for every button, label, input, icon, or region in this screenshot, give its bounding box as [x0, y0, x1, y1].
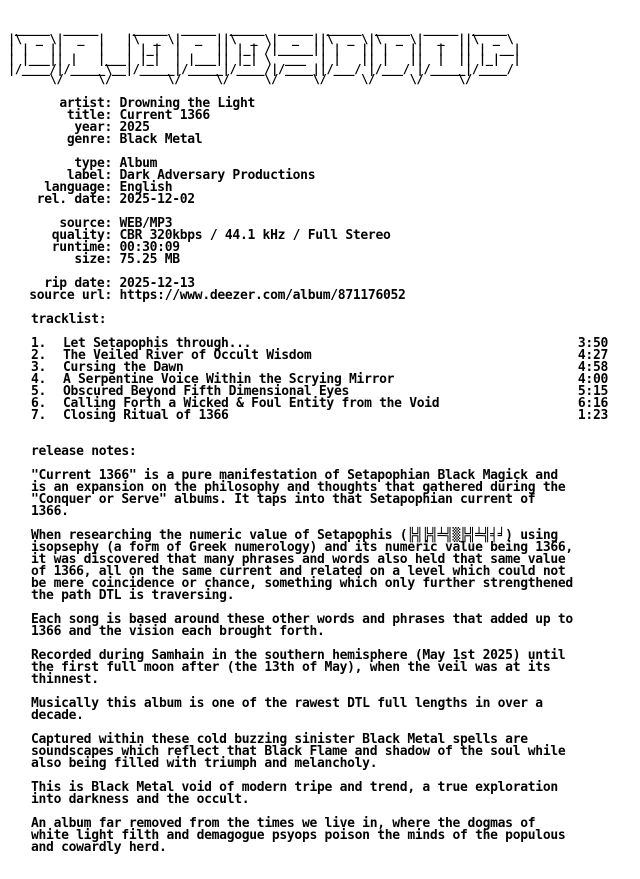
track-title: The Veiled River of Occult Wisdom	[63, 348, 312, 363]
track-title: Let Setapophis through...	[63, 336, 252, 351]
logo-line: | |___|| | |___| |_| | |___|| |_| \ ___ | | || | || | || |_| |	[8, 52, 521, 66]
meta-value: Black Metal	[119, 132, 203, 147]
track-duration: 5:15	[577, 384, 608, 399]
track-title: Obscured Beyond Fifth Dimensional Eyes	[63, 384, 350, 399]
release-note-paragraph: Recorded during Samhain in the southern hemisphere (May 1st 2025) until the first full moon after (the 13th of May), when the veil was at its thinnest.	[31, 648, 566, 687]
meta-label: language:	[44, 180, 112, 195]
meta-value: Current 1366	[119, 108, 210, 123]
meta-value: CBR 320kbps / 44.1 kHz / Full Stereo	[119, 228, 391, 243]
track-number: 3.	[31, 360, 47, 375]
meta-label: quality:	[51, 228, 112, 243]
logo-line: |\ _ \| _ | |\ _ \| _ ||\ _ \| _ ||\ _ \|\ _ \| _ ||\ _ \	[8, 32, 514, 46]
track-row	[8, 410, 634, 422]
tracklist-heading: tracklist:	[31, 312, 107, 327]
logo-line: |/____/|/_____\__|/_____|/_____|/____/|/____||/___/ |/___/ |/_____|/____/	[8, 62, 521, 76]
meta-value: English	[119, 180, 173, 195]
track-number: 6.	[31, 396, 47, 411]
track-duration: 3:50	[577, 336, 608, 351]
meta-value: WEB/MP3	[119, 216, 173, 231]
release-note-paragraph: An album far removed from the times we live in, where the dogmas of white light filth and demagogue psyops poison the minds of the populous and cowardly herd.	[31, 816, 566, 855]
metadata-block	[8, 86, 634, 878]
track-title: A Serpentine Voice Within the Scrying Mirror	[63, 372, 395, 387]
track-title: Calling Forth a Wicked & Foul Entity from the Void	[63, 396, 440, 411]
logo-line: \/ \/ \/ \/ \/ \/ \/ \/ \/	[8, 72, 514, 86]
meta-value: 2025-12-13	[119, 276, 195, 291]
spacer	[8, 422, 634, 434]
meta-label: source:	[59, 216, 112, 231]
meta-label: genre:	[66, 132, 112, 147]
logo-line: | | || | | |_| | || |_| /|_____|| | || | || | || | __|	[8, 42, 521, 56]
track-number: 1.	[31, 336, 47, 351]
meta-row-genre	[8, 134, 634, 146]
release-note-paragraph: Musically this album is one of the rawest DTL full lengths in over a decade.	[31, 696, 543, 723]
release-note-paragraph: "Current 1366" is a pure manifestation of Setapophian Black Magick and is an expansion on the philosophy and thoughts that gathered during the "Conquer or Serve" albums. It taps into that Setapophian current of 1366.	[31, 468, 566, 519]
logo-line: _____ _____ _____ _____ _____ _____ _____ _____ _____ _____	[8, 22, 507, 36]
meta-label: year:	[74, 120, 112, 135]
meta-label: title:	[66, 108, 112, 123]
track-number: 2.	[31, 348, 47, 363]
release-note-paragraph: When researching the numeric value of Setapophis (╠╣╠╣╧╣▒╠╣╧╣╡╛) using isopsephy (a form of Greek numerology) and its numeric value being 1366, it was discovered that many phrases and words also held that same value of 1366, all on the same current and related on a level which could not be mere coincidence or chance, something which only further strengthened the path DTL is traversing.	[31, 528, 573, 603]
track-duration: 1:23	[577, 408, 608, 423]
source-url: https://www.deezer.com/album/871176052	[119, 288, 406, 303]
meta-value: Album	[119, 156, 158, 171]
meta-label: type:	[74, 156, 112, 171]
track-title: Cursing the Dawn	[63, 360, 184, 375]
meta-label: label:	[66, 168, 112, 183]
release-notes-heading: release notes:	[31, 444, 137, 459]
track-number: 5.	[31, 384, 47, 399]
meta-label: artist:	[59, 96, 112, 111]
track-duration: 4:00	[577, 372, 608, 387]
ascii-logo	[8, 4, 634, 86]
track-title: Closing Ritual of 1366	[63, 408, 229, 423]
meta-value: Dark Adversary Productions	[119, 168, 316, 183]
meta-label: source url:	[29, 288, 112, 303]
meta-value: 00:30:09	[119, 240, 180, 255]
meta-value: 2025-12-02	[119, 192, 195, 207]
release-note-paragraph: This is Black Metal void of modern tripe and trend, a true exploration into darkness and the occult.	[31, 780, 558, 807]
track-duration: 4:58	[577, 360, 608, 375]
meta-value: 2025	[119, 120, 150, 135]
meta-label: rel. date:	[36, 192, 112, 207]
meta-row-rel-date	[8, 194, 634, 206]
track-duration: 6:16	[577, 396, 608, 411]
nfo-document	[8, 4, 634, 860]
meta-value: 75.25 MB	[119, 252, 180, 267]
meta-row-source-url	[8, 290, 634, 302]
meta-value: Drowning the Light	[119, 96, 256, 111]
meta-row-size	[8, 254, 634, 266]
track-number: 4.	[31, 372, 47, 387]
track-duration: 4:27	[577, 348, 608, 363]
meta-label: runtime:	[51, 240, 112, 255]
meta-label: rip date:	[44, 276, 112, 291]
meta-label: size:	[74, 252, 112, 267]
track-number: 7.	[31, 408, 47, 423]
release-note-paragraph: Captured within these cold buzzing sinister Black Metal spells are soundscapes which reflect that Black Flame and shadow of the soul while also being filled with triumph and melancholy.	[31, 732, 566, 771]
release-note-paragraph: Each song is based around these other words and phrases that added up to 1366 and the vision each brought forth.	[31, 612, 573, 639]
